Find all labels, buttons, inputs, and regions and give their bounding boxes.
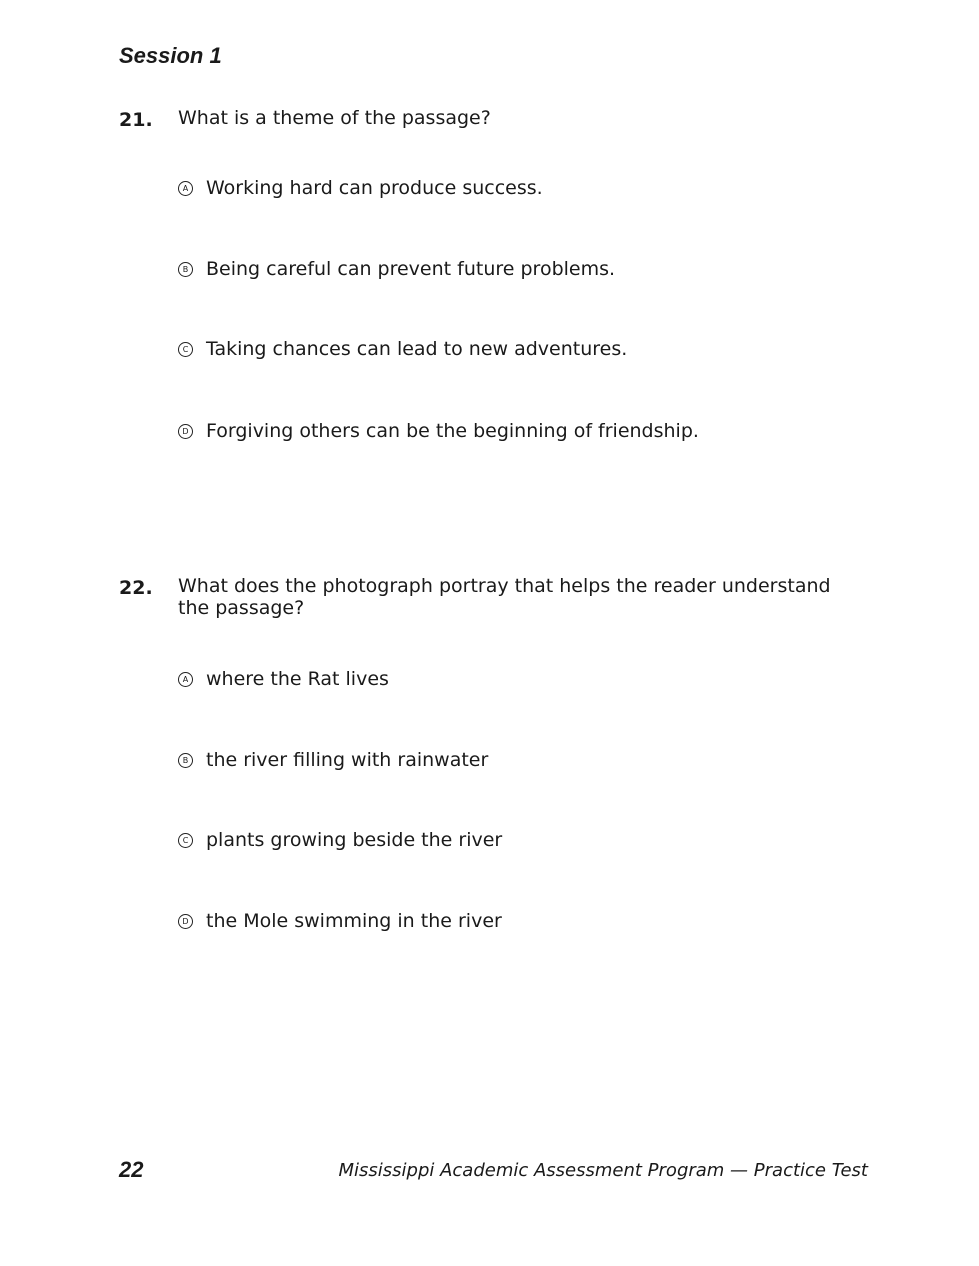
option-text: Being careful can prevent future problems. <box>206 258 616 280</box>
answer-bubble-icon[interactable]: C <box>178 342 193 357</box>
answer-option-a[interactable] <box>178 177 543 199</box>
answer-option-c[interactable] <box>178 829 502 851</box>
session-label: Session 1 <box>119 43 222 68</box>
answer-option-a[interactable] <box>178 668 389 690</box>
answer-option-d[interactable] <box>178 420 699 442</box>
answer-option-b[interactable] <box>178 258 615 280</box>
answer-option-c[interactable] <box>178 338 627 360</box>
answer-bubble-icon[interactable]: B <box>178 262 193 277</box>
option-text: where the Rat lives <box>206 668 389 690</box>
option-text: the river filling with rainwater <box>206 749 489 771</box>
option-text: the Mole swimming in the river <box>206 910 502 932</box>
question-number: 22. <box>119 577 153 599</box>
option-text: Forgiving others can be the beginning of friendship. <box>206 420 699 442</box>
answer-bubble-icon[interactable]: D <box>178 914 193 929</box>
answer-bubble-icon[interactable]: B <box>178 753 193 768</box>
page-number: 22 <box>119 1157 144 1182</box>
option-text: Taking chances can lead to new adventures. <box>206 338 628 360</box>
answer-bubble-icon[interactable]: C <box>178 833 193 848</box>
option-text: Working hard can produce success. <box>206 177 543 199</box>
option-text: plants growing beside the river <box>206 829 503 851</box>
question-number: 21. <box>119 109 153 131</box>
question-stem: What is a theme of the passage? <box>178 107 491 129</box>
question-stem: What does the photograph portray that helps the reader understand the passage? <box>178 575 831 619</box>
answer-bubble-icon[interactable]: A <box>178 181 193 196</box>
answer-option-b[interactable] <box>178 749 488 771</box>
answer-bubble-icon[interactable]: D <box>178 424 193 439</box>
footer-title: Mississippi Academic Assessment Program — Practice Test <box>338 1160 868 1181</box>
answer-bubble-icon[interactable]: A <box>178 672 193 687</box>
answer-option-d[interactable] <box>178 910 502 932</box>
